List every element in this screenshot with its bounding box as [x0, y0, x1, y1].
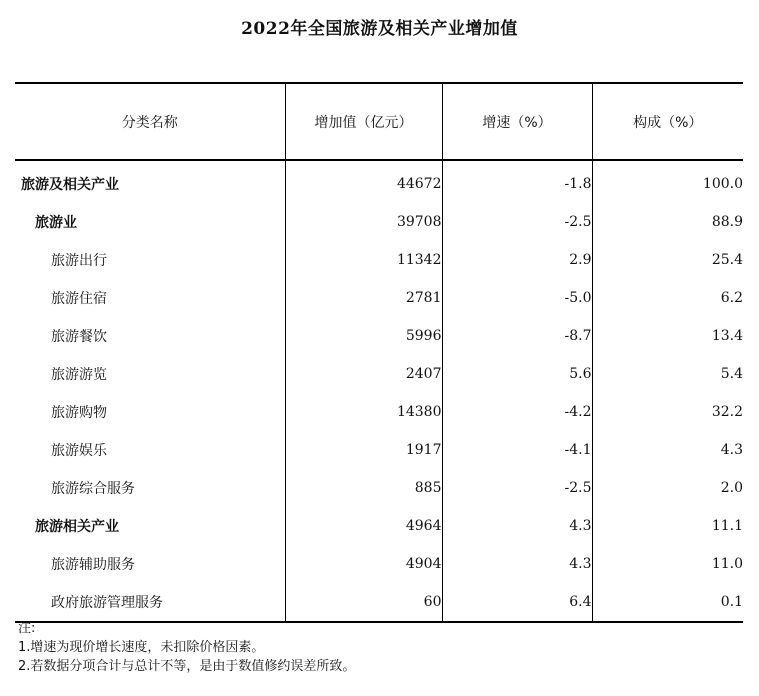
header-value: 增加值（亿元）: [285, 83, 442, 160]
table-row: [15, 317, 743, 355]
row-growth: -2.5: [442, 469, 592, 507]
table-row: [15, 469, 743, 507]
row-growth: 4.3: [442, 507, 592, 545]
row-value: 885: [285, 469, 442, 507]
notes-heading: 注:: [18, 621, 36, 636]
note-item: 1.增速为现价增长速度，未扣除价格因素。: [18, 640, 265, 655]
row-value: 39708: [285, 203, 442, 241]
row-growth: -4.2: [442, 393, 592, 431]
note-item: 2.若数据分项合计与总计不等，是由于数值修约误差所致。: [18, 659, 356, 674]
notes: [18, 619, 355, 676]
row-share: 0.1: [592, 583, 743, 622]
row-name: 旅游出行: [51, 253, 107, 269]
row-share: 11.0: [592, 545, 743, 583]
header-growth: 增速（%）: [442, 83, 592, 160]
table-row: [15, 279, 743, 317]
table-row: [15, 393, 743, 431]
row-share: 100.0: [592, 160, 743, 203]
row-share: 25.4: [592, 241, 743, 279]
row-growth: -2.5: [442, 203, 592, 241]
row-share: 11.1: [592, 507, 743, 545]
row-value: 2781: [285, 279, 442, 317]
row-growth: -4.1: [442, 431, 592, 469]
header-category: 分类名称: [15, 83, 285, 160]
row-value: 11342: [285, 241, 442, 279]
row-value: 60: [285, 583, 442, 622]
table-row: [15, 583, 743, 622]
row-name: 政府旅游管理服务: [15, 583, 285, 622]
row-value: 14380: [285, 393, 442, 431]
table-row: [15, 431, 743, 469]
row-name: 旅游购物: [51, 405, 107, 421]
row-value: 2407: [285, 355, 442, 393]
data-table: [15, 82, 743, 623]
row-share: 88.9: [592, 203, 743, 241]
row-value: 4964: [285, 507, 442, 545]
page-title: 2022年全国旅游及相关产业增加值: [241, 19, 518, 39]
row-share: 32.2: [592, 393, 743, 431]
row-growth: 5.6: [442, 355, 592, 393]
row-share: 2.0: [592, 469, 743, 507]
row-value: 5996: [285, 317, 442, 355]
row-growth: -1.8: [442, 160, 592, 203]
row-value: 4904: [285, 545, 442, 583]
table-row: [15, 355, 743, 393]
row-name: 旅游及相关产业: [21, 177, 119, 193]
table-row: [15, 160, 743, 203]
row-name: 旅游相关产业: [35, 519, 119, 535]
row-value: 1917: [285, 431, 442, 469]
row-growth: 4.3: [442, 545, 592, 583]
table-body: [15, 160, 743, 622]
row-growth: -8.7: [442, 317, 592, 355]
row-name: 旅游辅助服务: [51, 557, 135, 573]
row-value: 44672: [285, 160, 442, 203]
row-growth: 6.4: [442, 583, 592, 622]
row-name: 旅游综合服务: [51, 481, 135, 497]
row-name: 旅游娱乐: [51, 443, 107, 459]
table-row: [15, 203, 743, 241]
row-growth: 2.9: [442, 241, 592, 279]
row-name: 旅游住宿: [51, 291, 107, 307]
row-growth: -5.0: [442, 279, 592, 317]
row-name: 旅游业: [35, 215, 77, 231]
table-row: [15, 545, 743, 583]
row-share: 6.2: [592, 279, 743, 317]
row-share: 13.4: [592, 317, 743, 355]
table-row: [15, 241, 743, 279]
row-share: 4.3: [592, 431, 743, 469]
row-name: 旅游餐饮: [51, 329, 107, 345]
row-share: 5.4: [592, 355, 743, 393]
header-share: 构成（%）: [592, 83, 743, 160]
row-name: 旅游游览: [51, 367, 107, 383]
table-header-row: [15, 83, 743, 160]
table-row: [15, 507, 743, 545]
